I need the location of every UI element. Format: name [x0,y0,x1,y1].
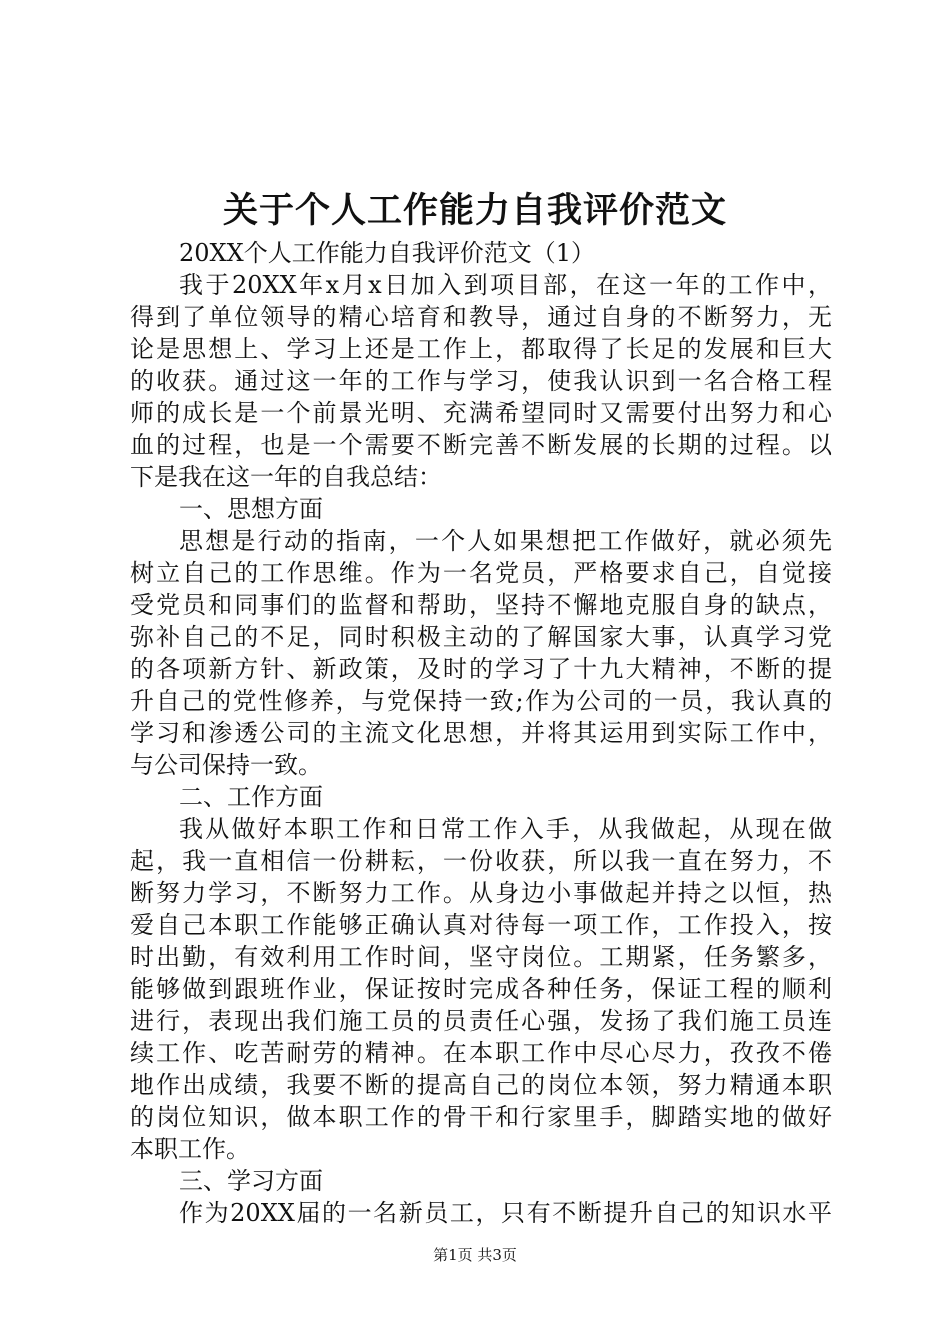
body-text-line: 作为20XX届的一名新员工，只有不断提升自己的知识水平 [179,1199,832,1227]
body-text-line: 的各项新方针、新政策，及时的学习了十九大精神，不断的提 [130,655,832,683]
body-text-line: 得到了单位领导的精心培育和教导，通过自身的不断努力，无 [130,303,832,331]
body-text-line: 学习和渗透公司的主流文化思想，并将其运用到实际工作中， [130,719,832,747]
body-text-line: 续工作、吃苦耐劳的精神。在本职工作中尽心尽力，孜孜不倦 [130,1039,832,1067]
body-text-line: 的岗位知识，做本职工作的骨干和行家里手，脚踏实地的做好 [130,1103,832,1131]
body-text-line: 思想是行动的指南，一个人如果想把工作做好，就必须先 [179,527,832,555]
body-text-line: 一、思想方面 [179,495,323,523]
body-text-line: 论是思想上、学习上还是工作上，都取得了长足的发展和巨大 [130,335,832,363]
body-text-line: 下是我在这一年的自我总结： [130,463,442,491]
body-text-line: 弥补自己的不足，同时积极主动的了解国家大事，认真学习党 [130,623,832,651]
body-text-line: 我从做好本职工作和日常工作入手，从我做起，从现在做 [179,815,832,843]
body-text-line: 时出勤，有效利用工作时间，坚守岗位。工期紧，任务繁多， [130,943,832,971]
body-text-line: 三、学习方面 [179,1167,323,1195]
body-text-line: 地作出成绩，我要不断的提高自己的岗位本领，努力精通本职 [130,1071,832,1099]
body-text-line: 受党员和同事们的监督和帮助，坚持不懈地克服自身的缺点， [130,591,832,619]
document-title: 关于个人工作能力自我评价范文 [222,190,727,231]
body-text-line: 能够做到跟班作业，保证按时完成各种任务，保证工程的顺利 [130,975,832,1003]
body-text-line: 树立自己的工作思维。作为一名党员，严格要求自己，自觉接 [130,559,832,587]
document-body [130,237,832,1229]
body-text-line: 升自己的党性修养，与党保持一致;作为公司的一员，我认真的 [130,687,832,715]
body-text-line: 师的成长是一个前景光明、充满希望同时又需要付出努力和心 [130,399,832,427]
body-text-line: 的收获。通过这一年的工作与学习，使我认识到一名合格工程 [130,367,832,395]
body-text-line: 起，我一直相信一份耕耘，一份收获，所以我一直在努力，不 [130,847,832,875]
body-text-line: 进行，表现出我们施工员的员责任心强，发扬了我们施工员连 [130,1007,832,1035]
body-text-line: 断努力学习，不断努力工作。从身边小事做起并持之以恒，热 [130,879,832,907]
body-text-line: 血的过程，也是一个需要不断完善不断发展的长期的过程。以 [130,431,832,459]
page-footer: 第1页 共3页 [433,1246,517,1264]
body-text-line: 与公司保持一致。 [130,751,322,779]
body-text-line: 我于20XX年x月x日加入到项目部，在这一年的工作中， [179,271,832,299]
body-text-line: 20XX个人工作能力自我评价范文（1） [179,239,595,267]
body-text-line: 二、工作方面 [179,783,323,811]
body-text-line: 爱自己本职工作能够正确认真对待每一项工作，工作投入，按 [130,911,832,939]
body-text-line: 本职工作。 [130,1135,250,1163]
